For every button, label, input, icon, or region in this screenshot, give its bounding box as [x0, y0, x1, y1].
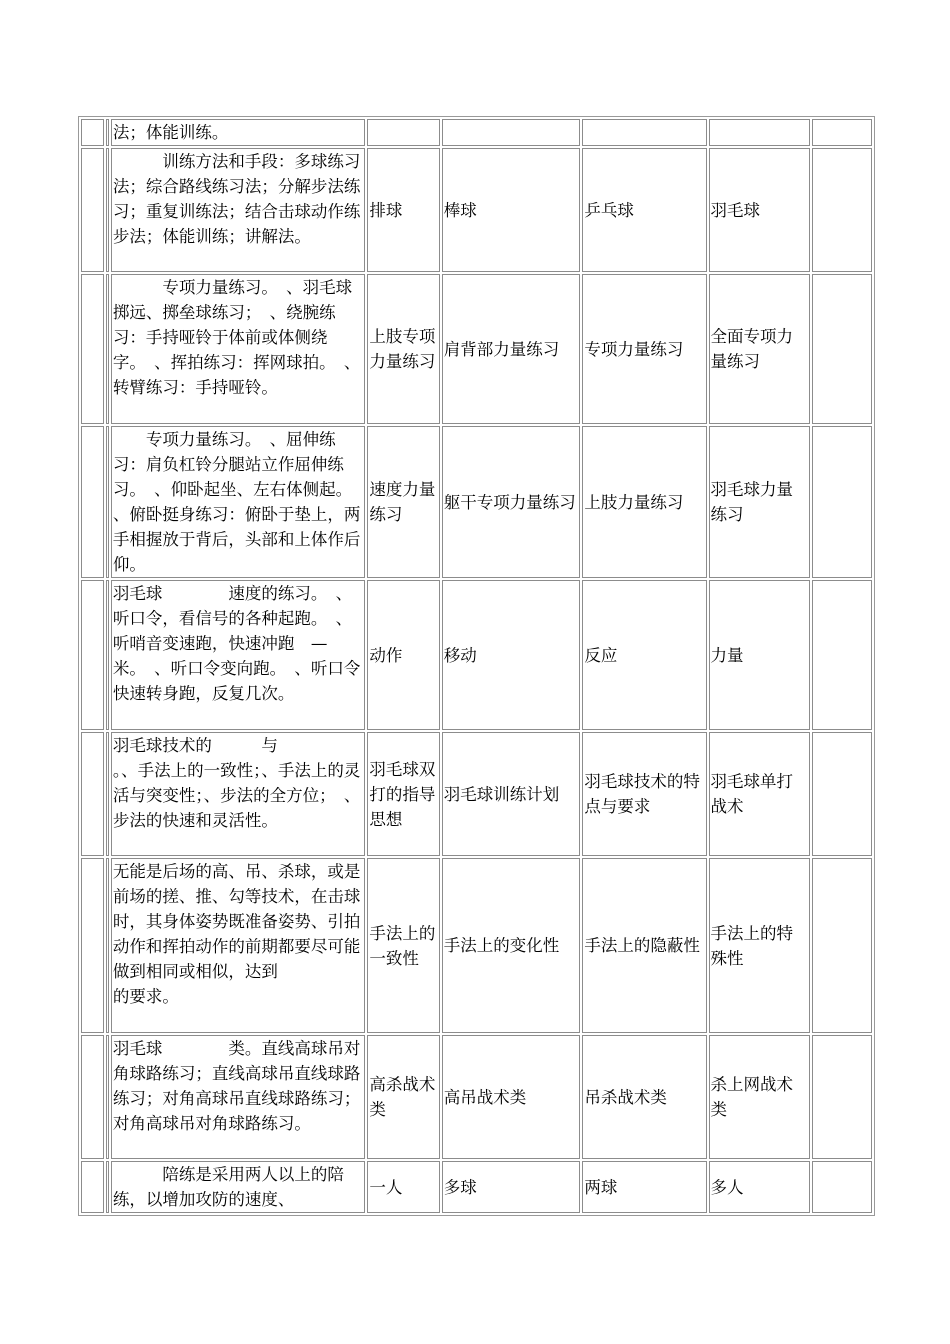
option-b-cell	[442, 119, 581, 146]
option-b-cell: 棒球	[442, 148, 581, 272]
spacer-cell	[106, 858, 109, 1033]
question-cell: 专项力量练习。 、羽毛球掷远、掷垒球练习； 、绕腕练习：手持哑铃于体前或体侧绕 字。 、挥拍练习：挥网球拍。 、转臂练习：手持哑铃。	[111, 274, 366, 424]
answer-cell	[812, 426, 872, 578]
answer-cell	[812, 858, 872, 1033]
answer-cell	[812, 1161, 872, 1213]
option-d-cell: 全面专项力量练习	[709, 274, 810, 424]
option-a-cell: 排球	[367, 148, 439, 272]
option-a-cell: 动作	[367, 580, 439, 730]
option-d-cell	[709, 119, 810, 146]
option-c-cell: 反应	[582, 580, 706, 730]
question-cell: 羽毛球 类。直线高球吊对角球路练习；直线高球吊直线球路练习；对角高球吊直线球路练习；对角高球吊对角球路练习。	[111, 1035, 366, 1159]
option-c-cell: 乒乓球	[582, 148, 706, 272]
table-row	[81, 426, 872, 578]
table-row	[81, 858, 872, 1033]
question-cell: 羽毛球 速度的练习。 、听口令，看信号的各种起跑。 、听哨音变速跑，快速冲跑 — 米。 、听口令变向跑。 、听口令快速转身跑，反复几次。	[111, 580, 366, 730]
answer-cell	[812, 1035, 872, 1159]
number-cell	[81, 858, 104, 1033]
option-b-cell: 移动	[442, 580, 581, 730]
option-d-cell: 羽毛球力量练习	[709, 426, 810, 578]
question-cell: 专项力量练习。 、屈伸练习：肩负杠铃分腿站立作屈伸练习。 、仰卧起坐、左右体侧起。 、俯卧挺身练习：俯卧于垫上，两手相握放于背后，头部和上体作后仰。	[111, 426, 366, 578]
option-a-cell: 一人	[367, 1161, 439, 1213]
option-d-cell: 杀上网战术类	[709, 1035, 810, 1159]
option-c-cell: 上肢力量练习	[582, 426, 706, 578]
table-row	[81, 580, 872, 730]
answer-cell	[812, 580, 872, 730]
number-cell	[81, 274, 104, 424]
question-cell: 陪练是采用两人以上的陪练，以增加攻防的速度、	[111, 1161, 366, 1213]
option-b-cell: 躯干专项力量练习	[442, 426, 581, 578]
spacer-cell	[106, 148, 109, 272]
option-c-cell: 手法上的隐蔽性	[582, 858, 706, 1033]
question-cell: 无能是后场的高、吊、杀球，或是前场的搓、推、勾等技术，在击球时，其身体姿势既准备姿势、引拍动作和挥拍动作的前期都要尽可能做到相同或相似，达到 的要求。	[111, 858, 366, 1033]
spacer-cell	[106, 426, 109, 578]
number-cell	[81, 1161, 104, 1213]
table-row	[81, 119, 872, 146]
question-cell: 法；体能训练。	[111, 119, 366, 146]
spacer-cell	[106, 1035, 109, 1159]
option-d-cell: 手法上的特殊性	[709, 858, 810, 1033]
option-b-cell: 羽毛球训练计划	[442, 732, 581, 856]
number-cell	[81, 148, 104, 272]
option-b-cell: 多球	[442, 1161, 581, 1213]
option-b-cell: 手法上的变化性	[442, 858, 581, 1033]
table-row	[81, 1035, 872, 1159]
option-b-cell: 高吊战术类	[442, 1035, 581, 1159]
number-cell	[81, 732, 104, 856]
option-a-cell: 高杀战术类	[367, 1035, 439, 1159]
number-cell	[81, 1035, 104, 1159]
spacer-cell	[106, 732, 109, 856]
option-c-cell: 羽毛球技术的特点与要求	[582, 732, 706, 856]
question-cell: 羽毛球技术的 与 。、手法上的一致性；、手法上的灵活与突变性；、步法的全方位； 、步法的快速和灵活性。	[111, 732, 366, 856]
option-d-cell: 力量	[709, 580, 810, 730]
table-row	[81, 732, 872, 856]
answer-cell	[812, 732, 872, 856]
spacer-cell	[106, 1161, 109, 1213]
option-a-cell	[367, 119, 439, 146]
table-row	[81, 148, 872, 272]
option-d-cell: 羽毛球	[709, 148, 810, 272]
question-cell: 训练方法和手段：多球练习法；综合路线练习法；分解步法练习；重复训练法；结合击球动作练步法；体能训练；讲解法。	[111, 148, 366, 272]
option-d-cell: 多人	[709, 1161, 810, 1213]
spacer-cell	[106, 274, 109, 424]
number-cell	[81, 426, 104, 578]
spacer-cell	[106, 119, 109, 146]
option-a-cell: 羽毛球双打的指导思想	[367, 732, 439, 856]
table-row	[81, 1161, 872, 1213]
option-a-cell: 手法上的一致性	[367, 858, 439, 1033]
option-d-cell: 羽毛球单打战术	[709, 732, 810, 856]
option-c-cell	[582, 119, 706, 146]
number-cell	[81, 580, 104, 730]
option-a-cell: 上肢专项力量练习	[367, 274, 439, 424]
option-c-cell: 吊杀战术类	[582, 1035, 706, 1159]
option-c-cell: 专项力量练习	[582, 274, 706, 424]
answer-cell	[812, 119, 872, 146]
quiz-table	[78, 116, 875, 1216]
option-a-cell: 速度力量练习	[367, 426, 439, 578]
answer-cell	[812, 274, 872, 424]
table-row	[81, 274, 872, 424]
option-b-cell: 肩背部力量练习	[442, 274, 581, 424]
option-c-cell: 两球	[582, 1161, 706, 1213]
number-cell	[81, 119, 104, 146]
answer-cell	[812, 148, 872, 272]
spacer-cell	[106, 580, 109, 730]
